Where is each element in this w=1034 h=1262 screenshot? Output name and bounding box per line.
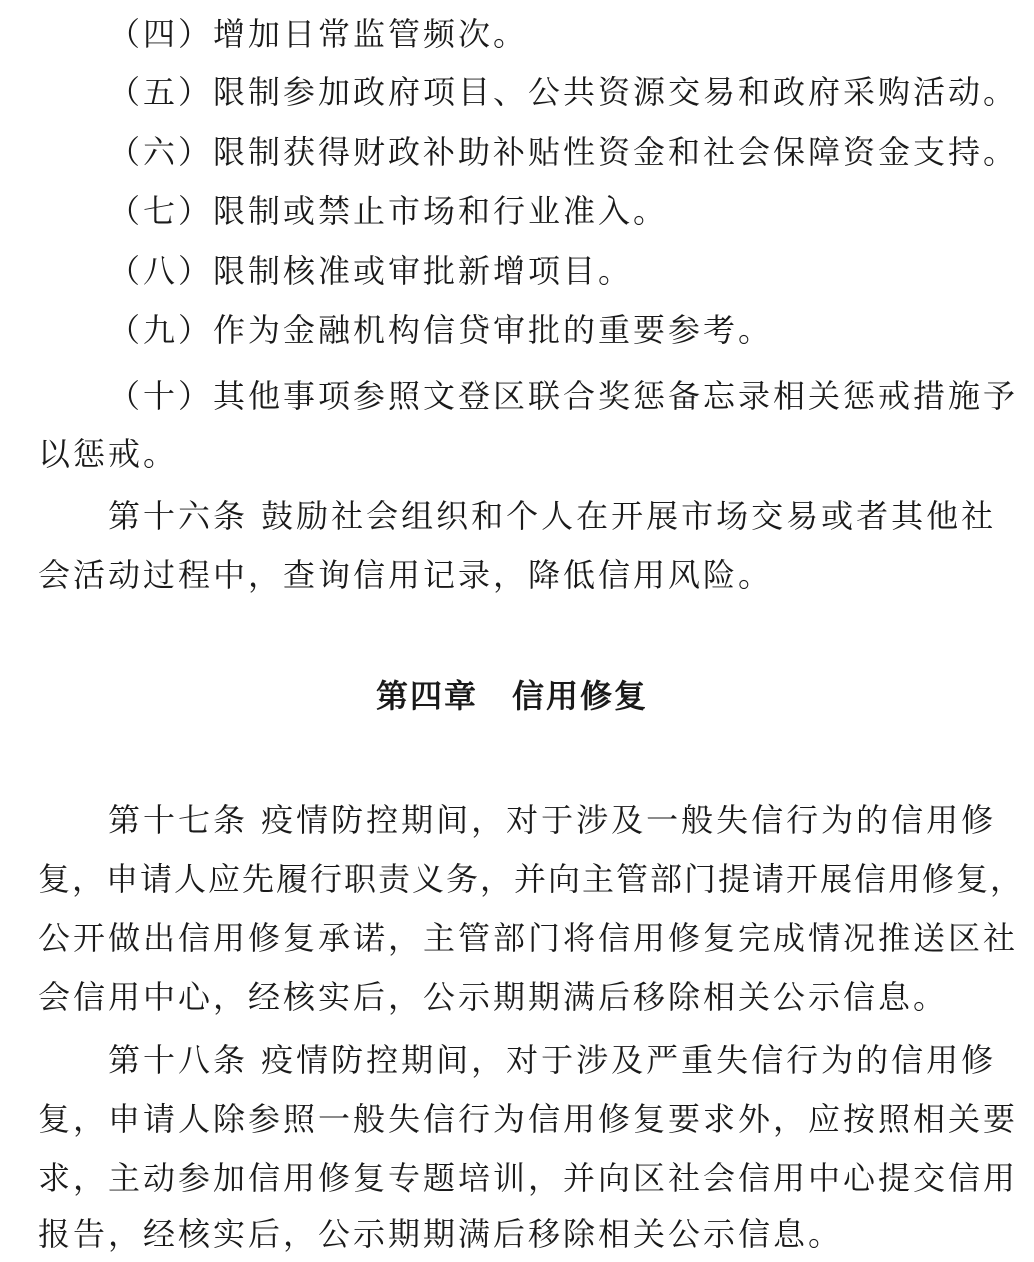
article-17-line-3: 公开做出信用修复承诺，主管部门将信用修复完成情况推送区社	[38, 919, 1019, 957]
article-18-line-4: 报告，经核实后，公示期期满后移除相关公示信息。	[38, 1215, 844, 1253]
article-16-line-2: 会活动过程中，查询信用记录，降低信用风险。	[38, 556, 774, 594]
article-18-line-3: 求，主动参加信用修复专题培训，并向区社会信用中心提交信用	[38, 1159, 1019, 1197]
article-18-line-1: 第十八条 疫情防控期间，对于涉及严重失信行为的信用修	[108, 1041, 997, 1079]
item-7: （七）限制或禁止市场和行业准入。	[108, 192, 669, 230]
item-10-line-1: （十）其他事项参照文登区联合奖惩备忘录相关惩戒措施予	[108, 377, 1019, 415]
item-5: （五）限制参加政府项目、公共资源交易和政府采购活动。	[108, 73, 1019, 111]
article-17-line-2: 复，申请人应先履行职责义务，并向主管部门提请开展信用修复，	[38, 860, 1025, 898]
item-10-line-2: 以惩戒。	[38, 435, 179, 473]
item-9: （九）作为金融机构信贷审批的重要参考。	[108, 311, 774, 349]
item-4: （四）增加日常监管频次。	[108, 15, 529, 53]
item-6: （六）限制获得财政补助补贴性资金和社会保障资金支持。	[108, 133, 1019, 171]
article-16-line-1: 第十六条 鼓励社会组织和个人在开展市场交易或者其他社	[108, 497, 997, 535]
article-18-line-2: 复，申请人除参照一般失信行为信用修复要求外，应按照相关要	[38, 1100, 1019, 1138]
chapter-title: 第四章 信用修复	[376, 677, 649, 715]
item-8: （八）限制核准或审批新增项目。	[108, 252, 634, 290]
article-17-line-4: 会信用中心，经核实后，公示期期满后移除相关公示信息。	[38, 978, 949, 1016]
article-17-line-1: 第十七条 疫情防控期间，对于涉及一般失信行为的信用修	[108, 801, 997, 839]
